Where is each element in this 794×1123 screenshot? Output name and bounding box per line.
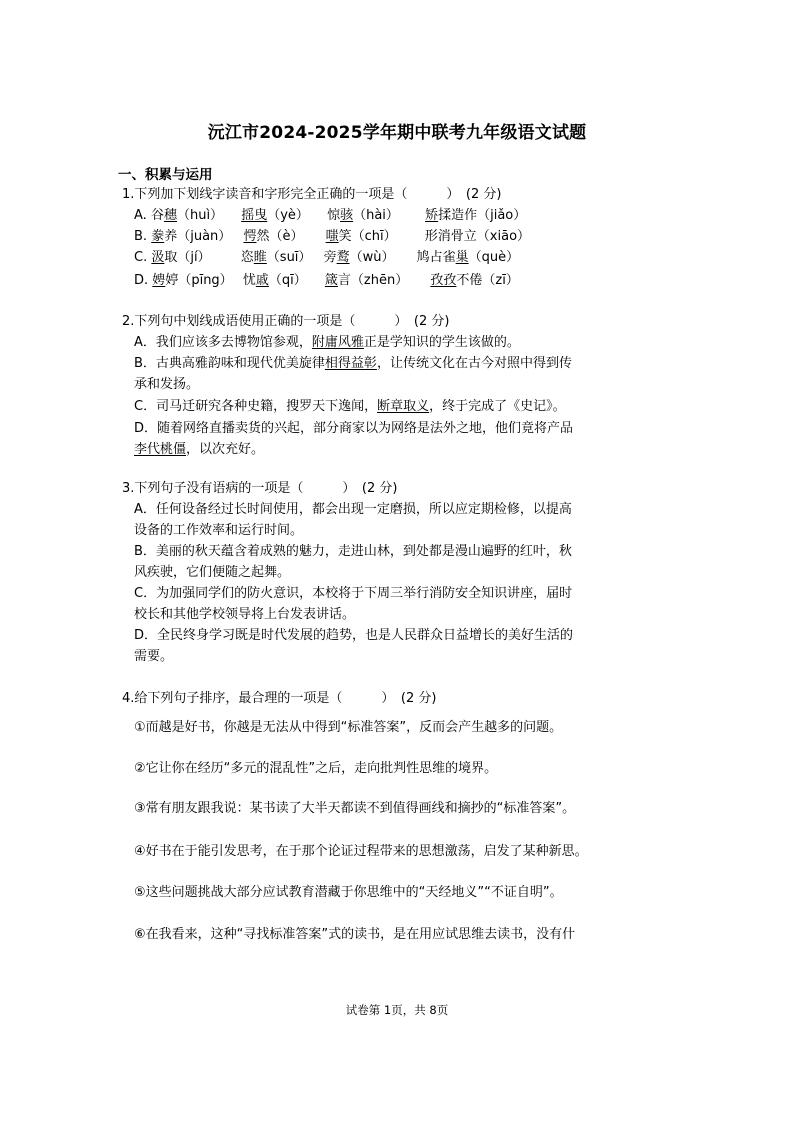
question-4-sentence-5: ⑤这些问题挑战大部分应试教育潜藏于你思维中的“天经地义”“不证自明”。 [134, 885, 563, 900]
question-4-sentence-4: ④好书在于能引发思考，在于那个论证过程带来的思想激荡，启发了某种新思。 [134, 844, 588, 859]
question-3-option-c: C．为加强同学们的防火意识，本校将于下周三举行消防安全知识讲座，届时 [134, 586, 573, 601]
question-1-option-d: D. 娉婷（pīng） 忧戚（qī） 箴言（zhēn） 孜孜不倦（zī） [134, 273, 519, 288]
question-3-option-c-cont: 校长和其他学校领导将上台发表讲话。 [134, 607, 356, 622]
question-4-stem: 4.给下列句子排序，最合理的一项是（ ） (2 分) [122, 691, 437, 706]
question-2-option-d: D．随着网络直播卖货的兴起，部分商家以为网络是法外之地，他们竟将产品 [134, 421, 574, 436]
question-3-option-d: D．全民终身学习既是时代发展的趋势，也是人民群众日益增长的美好生活的 [134, 628, 574, 643]
question-4-sentence-6: ⑥在我看来，这种“寻找标准答案”式的读书，是在用应试思维去读书，没有什 [134, 927, 576, 942]
question-2-option-d-cont: 李代桃僵，以次充好。 [134, 442, 265, 457]
question-3-stem: 3.下列句子没有语病的一项是（ ） (2 分) [122, 481, 398, 496]
question-2-option-c: C．司马迁研究各种史籍，搜罗天下逸闻，断章取义，终于完成了《史记》。 [134, 399, 566, 414]
question-1-stem: 1.下列加下划线字读音和字形完全正确的一项是（ ） (2 分) [122, 187, 502, 202]
question-4-sentence-3: ③常有朋友跟我说：某书读了大半天都读不到值得画线和摘抄的“标准答案”。 [134, 801, 576, 816]
section-heading: 一、积累与运用 [118, 167, 213, 183]
question-3-option-d-cont: 需要。 [134, 649, 174, 664]
question-2-option-b: B．古典高雅韵味和现代优美旋律相得益彰，让传统文化在古今对照中得到传 [134, 356, 572, 371]
question-3-option-a-cont: 设备的工作效率和运行时间。 [134, 523, 304, 538]
question-1-option-a: A. 谷穗（huì） 摇曳（yè） 惊骇（hài） 矫揉造作（jiǎo） [134, 208, 527, 223]
question-3-option-b-cont: 风疾驶，它们便随之起舞。 [134, 565, 291, 580]
question-4-sentence-1: ①而越是好书，你越是无法从中得到“标准答案”，反而会产生越多的问题。 [134, 720, 563, 735]
question-3-option-a: A．任何设备经过长时间使用，都会出现一定磨损，所以应定期检修，以提高 [134, 502, 572, 517]
question-1-option-c: C. 汲取（jí） 恣睢（suī） 旁鹜（wù） 鸠占雀巢（què） [134, 250, 520, 265]
question-4-sentence-2: ②它让你在经历“多元的混乱性”之后，走向批判性思维的境界。 [134, 761, 498, 776]
page-footer: 试卷第 1页，共 8页 [345, 1003, 449, 1017]
question-2-stem: 2.下列句中划线成语使用正确的一项是（ ） (2 分) [122, 314, 450, 329]
question-2-option-a: A．我们应该多去博物馆参观，附庸风雅正是学知识的学生该做的。 [134, 335, 520, 350]
question-3-option-b: B．美丽的秋天蕴含着成熟的魅力，走进山林，到处都是漫山遍野的红叶，秋 [134, 544, 572, 559]
exam-title: 沅江市2024-2025学年期中联考九年级语文试题 [207, 123, 587, 143]
question-2-option-b-cont: 承和发扬。 [134, 377, 200, 392]
question-1-option-b: B. 豢养（juàn） 愕然（è） 嗤笑（chī） 形消骨立（xiāo） [134, 229, 531, 244]
